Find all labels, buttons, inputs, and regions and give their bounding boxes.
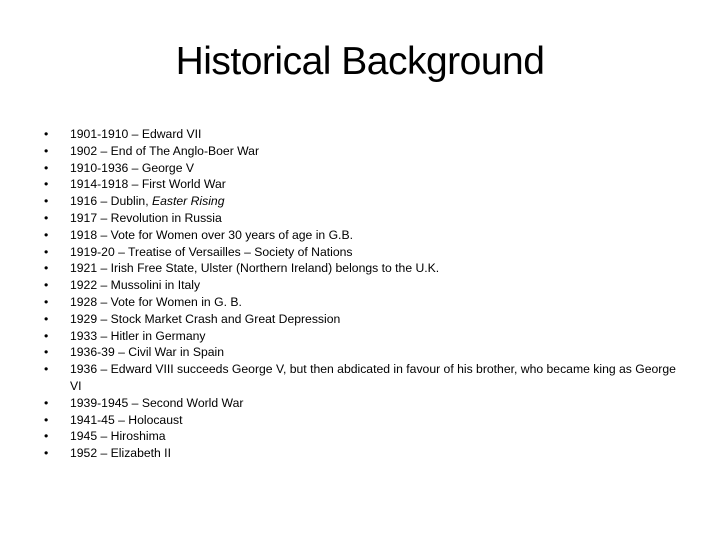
bullet-icon: •	[44, 294, 49, 309]
list-item	[44, 361, 684, 395]
list-item	[44, 126, 684, 143]
list-item-emphasis: Easter Rising	[152, 194, 225, 209]
bullet-icon: •	[44, 261, 49, 276]
list-item	[44, 143, 684, 160]
list-item-text: 1928 – Vote for Women in G. B.	[70, 294, 242, 309]
list-item-text: 1922 – Mussolini in Italy	[70, 278, 201, 293]
bullet-icon: •	[44, 328, 49, 343]
list-item	[44, 294, 684, 311]
slide-title: Historical Background	[175, 40, 545, 83]
list-item-text: 1929 – Stock Market Crash and Great Depression	[70, 311, 341, 326]
bullet-icon: •	[44, 395, 49, 410]
list-item	[44, 328, 684, 345]
list-item	[44, 227, 684, 244]
list-item-text: 1941-45 – Holocaust	[70, 412, 183, 427]
list-item	[44, 193, 684, 210]
bullet-icon: •	[44, 177, 49, 192]
bullet-icon: •	[44, 227, 49, 242]
list-item-text: 1936 – Edward VIII succeeds George V, but then abdicated in favour of his brother, who became king as George VI	[70, 362, 676, 393]
list-item-text: 1919-20 – Treatise of Versailles – Society of Nations	[70, 244, 353, 259]
bullet-icon: •	[44, 143, 49, 158]
list-item-text: 1921 – Irish Free State, Ulster (Northern Ireland) belongs to the U.K.	[70, 261, 440, 276]
list-item	[44, 176, 684, 193]
bullet-icon: •	[44, 429, 49, 444]
bullet-icon: •	[44, 362, 49, 377]
bullet-icon: •	[44, 311, 49, 326]
bullet-icon: •	[44, 244, 49, 259]
list-item	[44, 412, 684, 429]
list-item-text: 1945 – Hiroshima	[70, 429, 166, 444]
list-item	[44, 344, 684, 361]
list-item	[44, 445, 684, 462]
bullet-icon: •	[44, 160, 49, 175]
list-item	[44, 210, 684, 227]
bullet-icon: •	[44, 127, 49, 141]
list-item	[44, 311, 684, 328]
list-item	[44, 260, 684, 277]
list-item-text: 1914-1918 – First World War	[70, 177, 226, 192]
bullet-icon: •	[44, 345, 49, 360]
list-item-text: 1939-1945 – Second World War	[70, 395, 244, 410]
list-item	[44, 395, 684, 412]
list-item	[44, 244, 684, 261]
list-item-text: 1952 – Elizabeth II	[70, 446, 171, 461]
list-item-text: 1933 – Hitler in Germany	[70, 328, 206, 343]
list-item-text: 1901-1910 – Edward VII	[70, 127, 202, 141]
bullet-icon: •	[44, 210, 49, 225]
list-item-text: 1918 – Vote for Women over 30 years of age in G.B.	[70, 227, 353, 242]
bullet-icon: •	[44, 412, 49, 427]
list-item	[44, 428, 684, 445]
list-item-text: 1917 – Revolution in Russia	[70, 210, 222, 225]
bullet-icon: •	[44, 446, 49, 461]
list-item-text: 1916 – Dublin,	[70, 194, 152, 209]
list-item	[44, 277, 684, 294]
list-item-text: 1910-1936 – George V	[70, 160, 194, 175]
list-item-text: 1936-39 – Civil War in Spain	[70, 345, 224, 360]
list-item	[44, 160, 684, 177]
bullet-icon: •	[44, 194, 49, 209]
list-item-text: 1902 – End of The Anglo-Boer War	[70, 143, 260, 158]
bullet-icon: •	[44, 278, 49, 293]
bullet-list	[44, 126, 684, 462]
